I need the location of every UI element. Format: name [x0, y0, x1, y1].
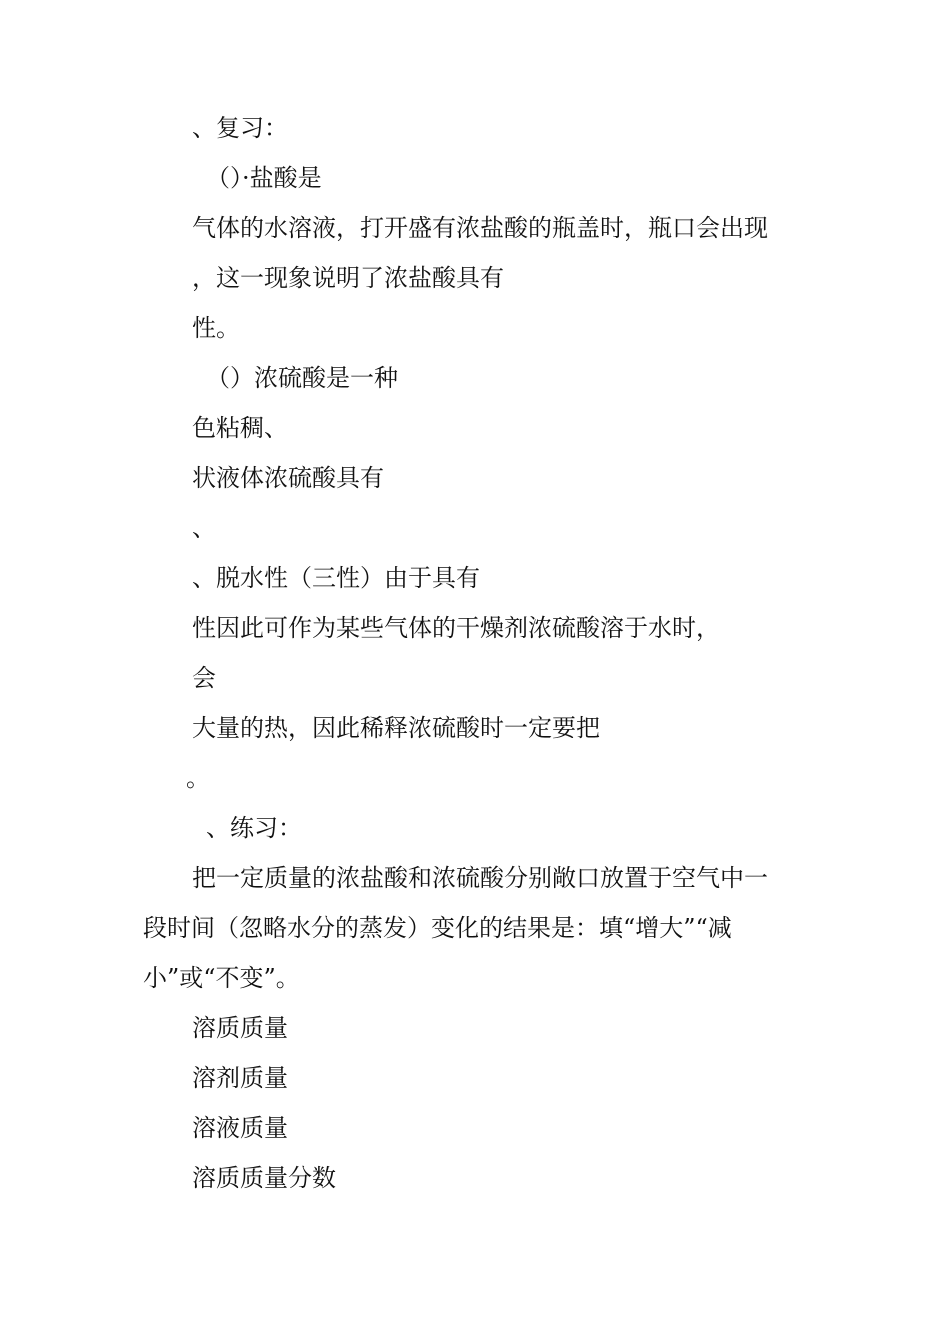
paragraph-line: 性。: [192, 314, 240, 342]
question-1-text: （）·盐酸是: [206, 164, 322, 192]
paragraph-line: 。: [186, 764, 210, 792]
paragraph-line: 色粘稠、: [192, 414, 288, 442]
practice-paragraph: 小”或“不变”。: [143, 964, 300, 992]
practice-paragraph: 段时间（忽略水分的蒸发）变化的结果是：填“增大”“减: [143, 914, 732, 942]
heading-practice: 、练习：: [206, 814, 302, 842]
paragraph-line: 气体的水溶液，打开盛有浓盐酸的瓶盖时，瓶口会出现: [192, 214, 768, 242]
heading-review: 、复习：: [192, 114, 288, 142]
list-item: 溶质质量: [192, 1014, 288, 1042]
paragraph-line: 状液体浓硫酸具有: [192, 464, 384, 492]
paragraph-line: 会: [192, 664, 216, 692]
paragraph-line: 大量的热，因此稀释浓硫酸时一定要把: [192, 714, 600, 742]
paragraph-line: 、: [192, 514, 216, 542]
paragraph-line: 性因此可作为某些气体的干燥剂浓硫酸溶于水时，: [192, 614, 720, 642]
paragraph-line: ，这一现象说明了浓盐酸具有: [192, 264, 504, 292]
paragraph-line: 、脱水性（三性）由于具有: [192, 564, 480, 592]
list-item: 溶液质量: [192, 1114, 288, 1142]
list-item: 溶质质量分数: [192, 1164, 336, 1192]
list-item: 溶剂质量: [192, 1064, 288, 1092]
practice-paragraph: 把一定质量的浓盐酸和浓硫酸分别敞口放置于空气中一: [192, 864, 768, 892]
question-2-text: （）浓硫酸是一种: [206, 364, 398, 392]
